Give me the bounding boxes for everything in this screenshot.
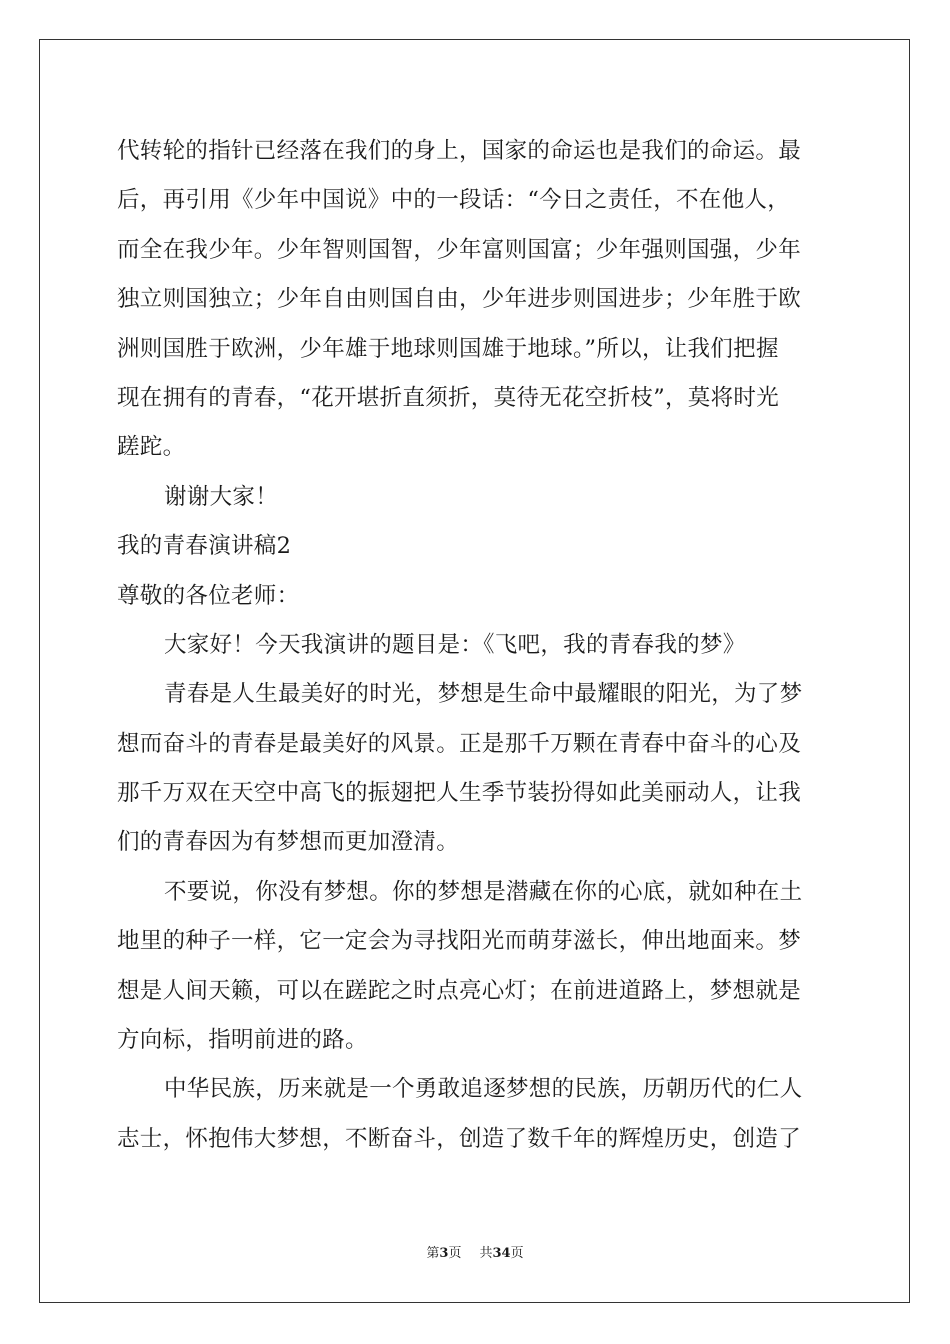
text-line: 独立则国独立；少年自由则国自由，少年进步则国进步；少年胜于欧: [117, 286, 802, 313]
text-line: 们的青春因为有梦想而更加澄清。: [117, 829, 460, 856]
text-line: 想而奋斗的青春是最美好的风景。正是那千万颗在青春中奋斗的心及: [117, 730, 802, 757]
footer-page-suffix: 页: [448, 1246, 462, 1261]
text-line: 蹉跎。: [117, 434, 186, 461]
total-page-count: 34: [492, 1246, 511, 1261]
text-line: 现在拥有的青春，“花开堪折直须折，莫待无花空折枝”，莫将时光: [117, 384, 780, 411]
text-line: 尊敬的各位老师：: [117, 582, 300, 609]
current-page-number: 3: [439, 1246, 449, 1261]
footer-total-suffix: 页: [510, 1246, 524, 1261]
document-body: [117, 127, 833, 1164]
text-line: 地里的种子一样，它一定会为寻找阳光而萌芽滋长，伸出地面来。梦: [117, 928, 802, 955]
page-footer: [0, 1246, 950, 1262]
text-line: 那千万双在天空中高飞的振翅把人生季节装扮得如此美丽动人，让我: [117, 780, 802, 807]
text-line: 大家好！今天我演讲的题目是：《飞吧，我的青春我的梦》: [164, 631, 746, 658]
text-line: 青春是人生最美好的时光，梦想是生命中最耀眼的阳光，为了梦: [164, 681, 803, 708]
text-line: 志士，怀抱伟大梦想，不断奋斗，创造了数千年的辉煌历史，创造了: [117, 1125, 802, 1152]
text-line: 谢谢大家！: [164, 483, 279, 510]
text-line: 代转轮的指针已经落在我们的身上，国家的命运也是我们的命运。最: [117, 138, 802, 164]
text-line: 洲则国胜于欧洲，少年雄于地球则国雄于地球。”所以，让我们把握: [117, 335, 779, 362]
text-line: 后，再引用《少年中国说》中的一段话：“今日之责任，不在他人，: [117, 187, 791, 214]
footer-total-prefix: 共: [479, 1246, 493, 1261]
text-line: 想是人间天籁，可以在蹉跎之时点亮心灯；在前进道路上，梦想就是: [117, 977, 802, 1004]
text-line: 我的青春演讲稿2: [117, 533, 292, 560]
text-line: 中华民族，历来就是一个勇敢追逐梦想的民族，历朝历代的仁人: [164, 1076, 803, 1103]
text-line: 方向标，指明前进的路。: [117, 1027, 368, 1054]
text-line: 不要说，你没有梦想。你的梦想是潜藏在你的心底，就如种在土: [164, 878, 803, 905]
text-line: 而全在我少年。少年智则国智，少年富则国富；少年强则国强，少年: [117, 236, 802, 263]
footer-page-prefix: 第: [426, 1246, 440, 1261]
